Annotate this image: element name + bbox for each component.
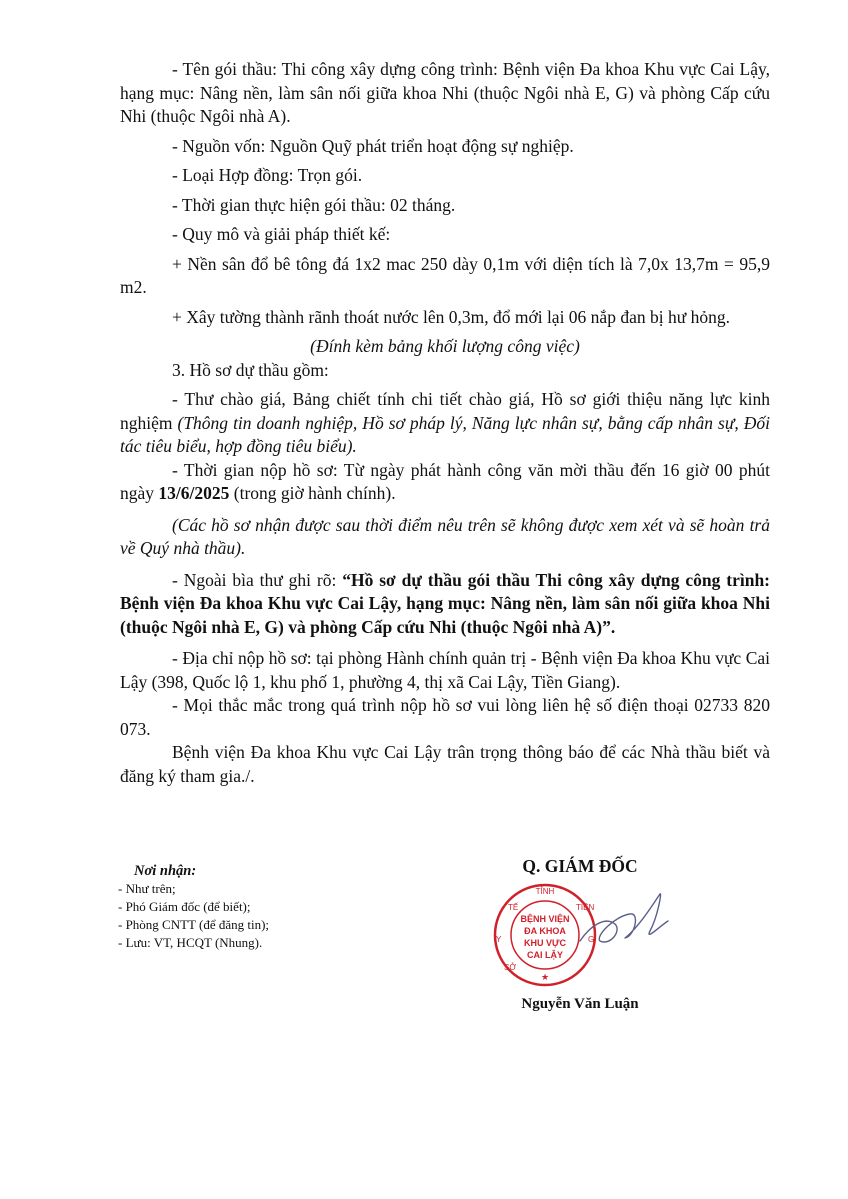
- svg-text:G: G: [588, 935, 595, 944]
- paragraph-envelope: [120, 569, 770, 640]
- submission-deadline-date: 13/6/2025: [158, 483, 230, 503]
- paragraph-closing: Bệnh viện Đa khoa Khu vực Cai Lậy trân trọng thông báo để các Nhà thầu biết và đăng ký tham gia./.: [120, 742, 770, 786]
- handwritten-signature-icon: [570, 886, 670, 966]
- signature-block: [490, 856, 670, 1022]
- svg-text:Y: Y: [496, 935, 502, 944]
- svg-text:CAI LẬY: CAI LẬY: [527, 950, 563, 960]
- paragraph-attachment-note: (Đính kèm bảng khối lượng công việc): [310, 336, 580, 356]
- paragraph-funding: - Nguồn vốn: Nguồn Quỹ phát triển hoạt động sự nghiệp.: [172, 135, 574, 156]
- submission-time-text: - Thời gian nộp hồ sơ: Từ ngày phát hành công văn mời thầu đến 16 giờ 00 phút ngày: [120, 459, 770, 503]
- paragraph-contact: - Mọi thắc mắc trong quá trình nộp hồ sơ vui lòng liên hệ số điện thoại 02733 820 073.: [120, 695, 770, 739]
- envelope-intro: - Ngoài bìa thư ghi rõ:: [172, 569, 343, 590]
- section-heading-bid-docs: 3. Hồ sơ dự thầu gồm:: [172, 359, 329, 380]
- paragraph-submission-time: [120, 459, 770, 506]
- paragraph-address: - Địa chỉ nộp hồ sơ: tại phòng Hành chính quản trị - Bệnh viện Đa khoa Khu vực Cai Lậy (398, Quốc lộ 1, khu phố 1, phường 4, thị xã Cai Lậy, Tiền Giang).: [120, 648, 770, 692]
- svg-text:BỆNH VIỆN: BỆNH VIỆN: [520, 914, 570, 924]
- bid-contents-detail: (Thông tin doanh nghiệp, Hồ sơ pháp lý, Năng lực nhân sự, bằng cấp nhân sự, Đối tác tiêu biểu, hợp đồng tiêu biểu).: [120, 412, 770, 456]
- document-body: [120, 58, 770, 788]
- svg-text:TẾ: TẾ: [508, 903, 519, 912]
- envelope-title: “Hồ sơ dự thầu gói thầu Thi công xây dựng công trình: Bệnh viện Đa khoa Khu vực Cai Lậy, hạng mục: Nâng nền, làm sân nối giữa khoa Nhi (thuộc Ngôi nhà E, G) và phòng Cấp cứu Nhi (thuộc Ngôi nhà A)”.: [120, 569, 771, 637]
- recipient-item: - Phó Giám đốc (để biết);: [118, 899, 251, 914]
- svg-text:KHU VỰC: KHU VỰC: [524, 938, 566, 948]
- signer-title: Q. GIÁM ĐỐC: [522, 856, 638, 876]
- signer-name: Nguyễn Văn Luận: [521, 996, 639, 1012]
- recipient-item: - Phòng CNTT (để đăng tin);: [118, 917, 270, 932]
- paragraph-duration: - Thời gian thực hiện gói thầu: 02 tháng.: [172, 194, 456, 215]
- paragraph-concrete: + Nền sân đổ bê tông đá 1x2 mac 250 dày 0,1m với diện tích là 7,0x 13,7m = 95,9 m2.: [120, 253, 770, 297]
- paragraph-late-note: (Các hồ sơ nhận được sau thời điểm nêu trên sẽ không được xem xét và sẽ hoàn trả về Quý nhà thầu).: [120, 514, 770, 558]
- recipients-block: [118, 862, 418, 952]
- recipient-item: - Lưu: VT, HCQT (Nhung).: [118, 935, 263, 950]
- svg-text:TỈNH: TỈNH: [535, 887, 555, 896]
- bid-contents-text: - Thư chào giá, Bảng chiết tính chi tiết chào giá, Hồ sơ giới thiệu năng lực kinh nghiệm: [120, 389, 770, 433]
- paragraph-drainage: + Xây tường thành rãnh thoát nước lên 0,3m, đổ mới lại 06 nắp đan bị hư hỏng.: [172, 306, 730, 327]
- recipient-item: - Như trên;: [118, 881, 176, 896]
- recipients-title: Nơi nhận:: [134, 863, 197, 879]
- svg-text:SỞ: SỞ: [504, 963, 517, 972]
- paragraph-bid-contents: [120, 388, 770, 459]
- svg-text:TIỀN: TIỀN: [576, 903, 595, 912]
- paragraph-scale: - Quy mô và giải pháp thiết kế:: [172, 224, 391, 244]
- paragraph-contract-type: - Loại Hợp đồng: Trọn gói.: [172, 165, 363, 185]
- paragraph-package-name: - Tên gói thầu: Thi công xây dựng công trình: Bệnh viện Đa khoa Khu vực Cai Lậy, hạng mục: Nâng nền, làm sân nối giữa khoa Nhi (thuộc Ngôi nhà E, G) và phòng Cấp cứu Nhi (thuộc Ngôi nhà A).: [120, 59, 770, 126]
- submission-time-suffix: (trong giờ hành chính).: [229, 483, 396, 503]
- svg-text:ĐA KHOA: ĐA KHOA: [524, 926, 566, 936]
- svg-text:★: ★: [540, 973, 550, 983]
